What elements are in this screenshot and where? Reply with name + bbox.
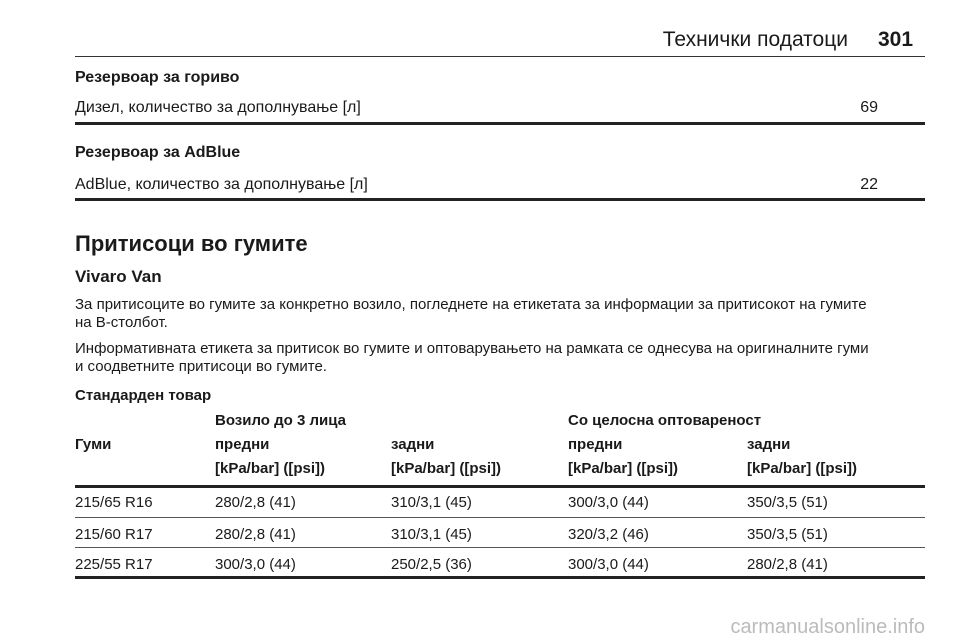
table-cell: 320/3,2 (46) bbox=[568, 526, 649, 543]
table-bottom-divider bbox=[75, 576, 925, 579]
fuel-tank-label: Дизел, количество за дополнување [л] bbox=[75, 99, 361, 116]
standard-load-heading: Стандарден товар bbox=[75, 387, 212, 404]
table-cell: 350/3,5 (51) bbox=[747, 526, 828, 543]
adblue-tank-label: AdBlue, количество за дополнување [л] bbox=[75, 176, 368, 193]
adblue-tank-divider bbox=[75, 198, 925, 201]
table-cell: 300/3,0 (44) bbox=[215, 556, 296, 573]
fuel-tank-title: Резервоар за гориво bbox=[75, 69, 240, 86]
paragraph-2-line-1: Информативната етикета за притисок во гумите и оптоварувањето на рамката се однесува на оригиналните гуми bbox=[75, 340, 869, 357]
adblue-tank-title: Резервоар за AdBlue bbox=[75, 144, 241, 161]
adblue-tank-value: 22 bbox=[860, 176, 878, 193]
column-header-rear-2: задни bbox=[747, 436, 791, 453]
page-header-title: Технички податоци bbox=[662, 28, 848, 51]
table-cell: 310/3,1 (45) bbox=[391, 494, 472, 511]
page-number: 301 bbox=[878, 28, 914, 51]
tyre-pressure-paragraph-2 bbox=[75, 340, 925, 376]
header-divider bbox=[75, 56, 925, 57]
column-header-front-1: предни bbox=[215, 436, 270, 453]
table-cell-tyre: 215/60 R17 bbox=[75, 526, 153, 543]
table-cell-tyre: 215/65 R16 bbox=[75, 494, 153, 511]
table-cell: 350/3,5 (51) bbox=[747, 494, 828, 511]
unit-header-3: [kPa/bar] ([psi]) bbox=[568, 460, 679, 477]
group-header-full-load: Со целосна оптовареност bbox=[568, 412, 762, 429]
tyre-pressure-paragraph-1 bbox=[75, 296, 925, 332]
watermark: carmanualsonline.info bbox=[730, 616, 925, 638]
table-row-divider bbox=[75, 517, 925, 518]
fuel-tank-value: 69 bbox=[860, 99, 878, 116]
vehicle-model-heading: Vivaro Van bbox=[75, 267, 162, 286]
tyre-pressure-title: Притисоци во гумите bbox=[75, 231, 308, 256]
column-header-rear-1: задни bbox=[391, 436, 435, 453]
table-header-divider bbox=[75, 485, 925, 488]
table-cell-tyre: 225/55 R17 bbox=[75, 556, 153, 573]
unit-header-1: [kPa/bar] ([psi]) bbox=[215, 460, 326, 477]
paragraph-1-line-2: на B-столбот. bbox=[75, 314, 168, 331]
paragraph-2-line-2: и соодветните притисоци во гумите. bbox=[75, 358, 327, 375]
table-cell: 280/2,8 (41) bbox=[215, 526, 296, 543]
unit-header-4: [kPa/bar] ([psi]) bbox=[747, 460, 858, 477]
table-row-divider bbox=[75, 547, 925, 548]
table-cell: 300/3,0 (44) bbox=[568, 494, 649, 511]
table-cell: 300/3,0 (44) bbox=[568, 556, 649, 573]
table-cell: 280/2,8 (41) bbox=[747, 556, 828, 573]
column-header-tyres: Гуми bbox=[75, 436, 112, 453]
group-header-up-to-3: Возило до 3 лица bbox=[215, 412, 346, 429]
table-cell: 280/2,8 (41) bbox=[215, 494, 296, 511]
fuel-tank-divider bbox=[75, 122, 925, 125]
table-cell: 310/3,1 (45) bbox=[391, 526, 472, 543]
unit-header-2: [kPa/bar] ([psi]) bbox=[391, 460, 502, 477]
column-header-front-2: предни bbox=[568, 436, 623, 453]
paragraph-1-line-1: За притисоците во гумите за конкретно возило, погледнете на етикетата за информации за притисокот на гумите bbox=[75, 296, 867, 313]
table-cell: 250/2,5 (36) bbox=[391, 556, 472, 573]
